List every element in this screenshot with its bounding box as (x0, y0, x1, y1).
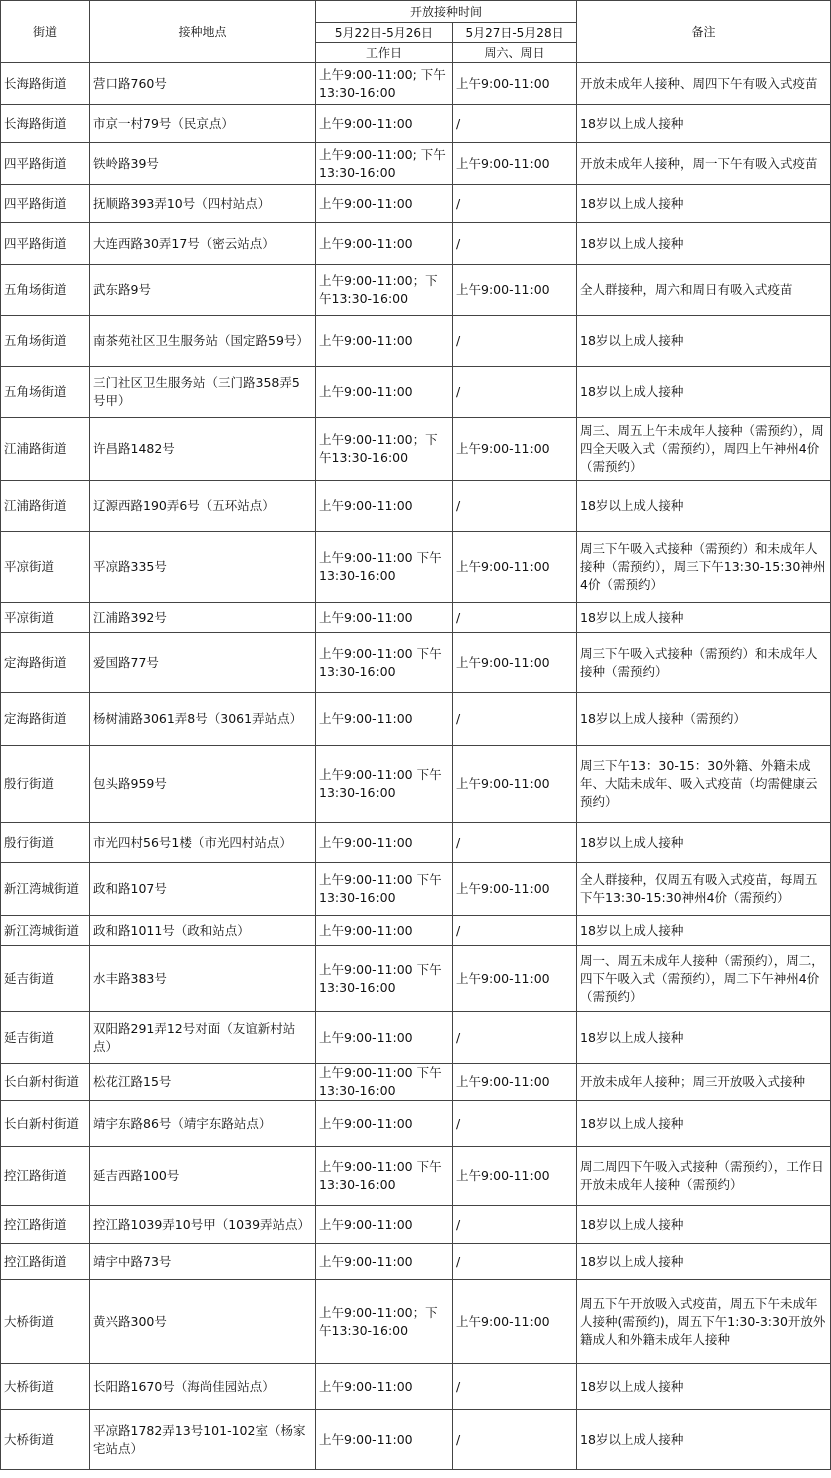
notes-cell: 18岁以上成人接种 (577, 1012, 831, 1064)
notes-cell: 周三、周五上午未成年人接种（需预约），周四全天吸入式（需预约），周四上午神州4价（需预约） (577, 418, 831, 481)
table-row (1, 823, 831, 863)
notes-cell: 周五下午开放吸入式疫苗，周五下午未成年人接种(需预约)，周五下午1:30-3:30开放外籍成人和外籍未成年人接种 (577, 1280, 831, 1364)
table-row (1, 1206, 831, 1244)
location-cell: 政和路1011号（政和站点） (90, 916, 316, 946)
location-cell: 长阳路1670号（海尚佳园站点） (90, 1364, 316, 1410)
weekday-hours-cell: 上午9:00-11:00 (316, 223, 453, 265)
weekday-hours-cell: 上午9:00-11:00 (316, 481, 453, 532)
location-cell: 松花江路15号 (90, 1064, 316, 1101)
table-row (1, 223, 831, 265)
weekend-hours-cell: / (453, 1244, 577, 1280)
weekday-hours-cell: 上午9:00-11:00 下午13:30-16:00 (316, 746, 453, 823)
table-row (1, 603, 831, 633)
street-cell: 延吉街道 (1, 946, 90, 1012)
weekend-hours-cell: / (453, 1101, 577, 1147)
location-cell: 抚顺路393弄10号（四村站点） (90, 185, 316, 223)
weekend-hours-cell: 上午9:00-11:00 (453, 1064, 577, 1101)
table-row (1, 746, 831, 823)
location-cell: 许昌路1482号 (90, 418, 316, 481)
weekday-hours-cell: 上午9:00-11:00 下午13:30-16:00 (316, 633, 453, 693)
street-cell: 四平路街道 (1, 143, 90, 185)
street-cell: 五角场街道 (1, 367, 90, 418)
weekend-hours-cell: / (453, 367, 577, 418)
street-cell: 平凉街道 (1, 532, 90, 603)
location-cell: 控江路1039弄10号甲（1039弄站点） (90, 1206, 316, 1244)
notes-cell: 全人群接种，周六和周日有吸入式疫苗 (577, 265, 831, 316)
weekday-hours-cell: 上午9:00-11:00 (316, 316, 453, 367)
table-row (1, 1280, 831, 1364)
weekday-hours-cell: 上午9:00-11:00 (316, 693, 453, 746)
location-cell: 延吉西路100号 (90, 1147, 316, 1206)
weekend-hours-cell: / (453, 1410, 577, 1470)
street-cell: 大桥街道 (1, 1410, 90, 1470)
table-row (1, 863, 831, 916)
location-cell: 南茶苑社区卫生服务站（国定路59号） (90, 316, 316, 367)
street-cell: 四平路街道 (1, 185, 90, 223)
weekend-hours-cell: / (453, 1364, 577, 1410)
weekday-hours-cell: 上午9:00-11:00；下午13:30-16:00 (316, 1280, 453, 1364)
notes-cell: 18岁以上成人接种 (577, 916, 831, 946)
notes-cell: 18岁以上成人接种 (577, 1410, 831, 1470)
table-row (1, 418, 831, 481)
notes-cell: 18岁以上成人接种 (577, 1101, 831, 1147)
street-cell: 殷行街道 (1, 823, 90, 863)
weekday-hours-cell: 上午9:00-11:00；下午13:30-16:00 (316, 418, 453, 481)
table-row (1, 916, 831, 946)
notes-cell: 18岁以上成人接种（需预约） (577, 693, 831, 746)
street-cell: 五角场街道 (1, 265, 90, 316)
table-row (1, 265, 831, 316)
notes-cell: 18岁以上成人接种 (577, 1364, 831, 1410)
street-cell: 长海路街道 (1, 105, 90, 143)
weekend-hours-cell: / (453, 916, 577, 946)
street-cell: 延吉街道 (1, 1012, 90, 1064)
table-body (1, 63, 831, 1470)
weekday-hours-cell: 上午9:00-11:00 下午13:30-16:00 (316, 1147, 453, 1206)
weekday-hours-cell: 上午9:00-11:00; 下午13:30-16:00 (316, 143, 453, 185)
location-cell: 包头路959号 (90, 746, 316, 823)
weekday-header: 工作日 (316, 43, 453, 63)
notes-cell: 18岁以上成人接种 (577, 1244, 831, 1280)
location-cell: 平凉路335号 (90, 532, 316, 603)
weekday-hours-cell: 上午9:00-11:00 下午13:30-16:00 (316, 532, 453, 603)
table-row (1, 1364, 831, 1410)
notes-cell: 18岁以上成人接种 (577, 367, 831, 418)
street-cell: 殷行街道 (1, 746, 90, 823)
weekend-header: 周六、周日 (453, 43, 577, 63)
weekend-hours-cell: 上午9:00-11:00 (453, 863, 577, 916)
location-cell: 双阳路291弄12号对面（友谊新村站点） (90, 1012, 316, 1064)
weekday-hours-cell: 上午9:00-11:00 (316, 823, 453, 863)
weekend-hours-cell: 上午9:00-11:00 (453, 265, 577, 316)
street-cell: 控江路街道 (1, 1206, 90, 1244)
street-cell: 长白新村街道 (1, 1064, 90, 1101)
weekday-hours-cell: 上午9:00-11:00 下午13:30-16:00 (316, 1064, 453, 1101)
street-header: 街道 (1, 1, 90, 63)
weekend-hours-cell: / (453, 823, 577, 863)
notes-cell: 18岁以上成人接种 (577, 603, 831, 633)
street-cell: 长海路街道 (1, 63, 90, 105)
notes-cell: 18岁以上成人接种 (577, 823, 831, 863)
street-cell: 江浦路街道 (1, 481, 90, 532)
weekend-hours-cell: 上午9:00-11:00 (453, 63, 577, 105)
weekend-hours-cell: 上午9:00-11:00 (453, 418, 577, 481)
notes-cell: 18岁以上成人接种 (577, 105, 831, 143)
table-row (1, 1101, 831, 1147)
open-time-header: 开放接种时间 (316, 1, 577, 23)
table-row (1, 1410, 831, 1470)
street-cell: 大桥街道 (1, 1364, 90, 1410)
street-cell: 长白新村街道 (1, 1101, 90, 1147)
table-row (1, 532, 831, 603)
weekday-hours-cell: 上午9:00-11:00 (316, 185, 453, 223)
location-cell: 辽源西路190弄6号（五环站点） (90, 481, 316, 532)
weekend-hours-cell: 上午9:00-11:00 (453, 746, 577, 823)
weekday-hours-cell: 上午9:00-11:00 (316, 1244, 453, 1280)
table-row (1, 946, 831, 1012)
street-cell: 五角场街道 (1, 316, 90, 367)
location-cell: 武东路9号 (90, 265, 316, 316)
table-row (1, 481, 831, 532)
location-header: 接种地点 (90, 1, 316, 63)
table-row (1, 185, 831, 223)
table-row (1, 63, 831, 105)
weekday-hours-cell: 上午9:00-11:00 (316, 105, 453, 143)
weekday-hours-cell: 上午9:00-11:00 (316, 367, 453, 418)
street-cell: 大桥街道 (1, 1280, 90, 1364)
location-cell: 爱国路77号 (90, 633, 316, 693)
weekend-hours-cell: / (453, 1012, 577, 1064)
location-cell: 铁岭路39号 (90, 143, 316, 185)
notes-cell: 周三下午吸入式接种（需预约）和未成年人接种（需预约） (577, 633, 831, 693)
location-cell: 水丰路383号 (90, 946, 316, 1012)
table-row (1, 316, 831, 367)
notes-header: 备注 (577, 1, 831, 63)
weekday-hours-cell: 上午9:00-11:00 (316, 1101, 453, 1147)
location-cell: 三门社区卫生服务站（三门路358弄5号甲） (90, 367, 316, 418)
weekday-hours-cell: 上午9:00-11:00 下午13:30-16:00 (316, 863, 453, 916)
notes-cell: 18岁以上成人接种 (577, 316, 831, 367)
table-row (1, 1244, 831, 1280)
weekend-hours-cell: 上午9:00-11:00 (453, 946, 577, 1012)
weekend-hours-cell: 上午9:00-11:00 (453, 532, 577, 603)
location-cell: 杨树浦路3061弄8号（3061弄站点） (90, 693, 316, 746)
notes-cell: 开放未成年人接种；周三开放吸入式接种 (577, 1064, 831, 1101)
location-cell: 营口路760号 (90, 63, 316, 105)
notes-cell: 18岁以上成人接种 (577, 185, 831, 223)
notes-cell: 开放未成年人接种、周四下午有吸入式疫苗 (577, 63, 831, 105)
street-cell: 控江路街道 (1, 1244, 90, 1280)
weekend-hours-cell: 上午9:00-11:00 (453, 143, 577, 185)
location-cell: 江浦路392号 (90, 603, 316, 633)
street-cell: 江浦路街道 (1, 418, 90, 481)
notes-cell: 开放未成年人接种，周一下午有吸入式疫苗 (577, 143, 831, 185)
period1-header: 5月22日-5月26日 (316, 23, 453, 43)
table-row (1, 693, 831, 746)
location-cell: 市京一村79号（民京点） (90, 105, 316, 143)
weekend-hours-cell: / (453, 223, 577, 265)
street-cell: 四平路街道 (1, 223, 90, 265)
weekday-hours-cell: 上午9:00-11:00 (316, 603, 453, 633)
weekend-hours-cell: / (453, 105, 577, 143)
weekend-hours-cell: 上午9:00-11:00 (453, 1147, 577, 1206)
table-row (1, 1012, 831, 1064)
weekend-hours-cell: / (453, 1206, 577, 1244)
table-row (1, 633, 831, 693)
weekday-hours-cell: 上午9:00-11:00 (316, 1410, 453, 1470)
location-cell: 黄兴路300号 (90, 1280, 316, 1364)
notes-cell: 周一、周五未成年人接种（需预约），周二，四下午吸入式（需预约），周二下午神州4价（需预约） (577, 946, 831, 1012)
street-cell: 定海路街道 (1, 633, 90, 693)
weekend-hours-cell: / (453, 603, 577, 633)
notes-cell: 周三下午13：30-15：30外籍、外籍未成年、大陆未成年、吸入式疫苗（均需健康云预约） (577, 746, 831, 823)
street-cell: 平凉街道 (1, 603, 90, 633)
weekday-hours-cell: 上午9:00-11:00 (316, 1364, 453, 1410)
weekday-hours-cell: 上午9:00-11:00; 下午13:30-16:00 (316, 63, 453, 105)
weekday-hours-cell: 上午9:00-11:00；下午13:30-16:00 (316, 265, 453, 316)
location-cell: 靖宇中路73号 (90, 1244, 316, 1280)
weekend-hours-cell: / (453, 693, 577, 746)
location-cell: 平凉路1782弄13号101-102室（杨家宅站点） (90, 1410, 316, 1470)
notes-cell: 周二周四下午吸入式接种（需预约），工作日开放未成年人接种（需预约） (577, 1147, 831, 1206)
notes-cell: 全人群接种，仅周五有吸入式疫苗，每周五下午13:30-15:30神州4价（需预约） (577, 863, 831, 916)
weekday-hours-cell: 上午9:00-11:00 (316, 1012, 453, 1064)
notes-cell: 18岁以上成人接种 (577, 481, 831, 532)
weekday-hours-cell: 上午9:00-11:00 (316, 1206, 453, 1244)
location-cell: 大连西路30弄17号（密云站点） (90, 223, 316, 265)
table-row (1, 105, 831, 143)
weekend-hours-cell: 上午9:00-11:00 (453, 1280, 577, 1364)
notes-cell: 18岁以上成人接种 (577, 223, 831, 265)
table-header (1, 1, 831, 63)
weekday-hours-cell: 上午9:00-11:00 下午13:30-16:00 (316, 946, 453, 1012)
weekend-hours-cell: 上午9:00-11:00 (453, 633, 577, 693)
weekend-hours-cell: / (453, 481, 577, 532)
location-cell: 市光四村56号1楼（市光四村站点） (90, 823, 316, 863)
location-cell: 政和路107号 (90, 863, 316, 916)
table-row (1, 1064, 831, 1101)
street-cell: 控江路街道 (1, 1147, 90, 1206)
weekend-hours-cell: / (453, 316, 577, 367)
weekend-hours-cell: / (453, 185, 577, 223)
notes-cell: 周三下午吸入式接种（需预约）和未成年人接种（需预约），周三下午13:30-15:30神州4价（需预约） (577, 532, 831, 603)
street-cell: 定海路街道 (1, 693, 90, 746)
weekday-hours-cell: 上午9:00-11:00 (316, 916, 453, 946)
table-row (1, 143, 831, 185)
table-row (1, 1147, 831, 1206)
street-cell: 新江湾城街道 (1, 863, 90, 916)
notes-cell: 18岁以上成人接种 (577, 1206, 831, 1244)
period2-header: 5月27日-5月28日 (453, 23, 577, 43)
street-cell: 新江湾城街道 (1, 916, 90, 946)
location-cell: 靖宇东路86号（靖宇东路站点） (90, 1101, 316, 1147)
table-row (1, 367, 831, 418)
